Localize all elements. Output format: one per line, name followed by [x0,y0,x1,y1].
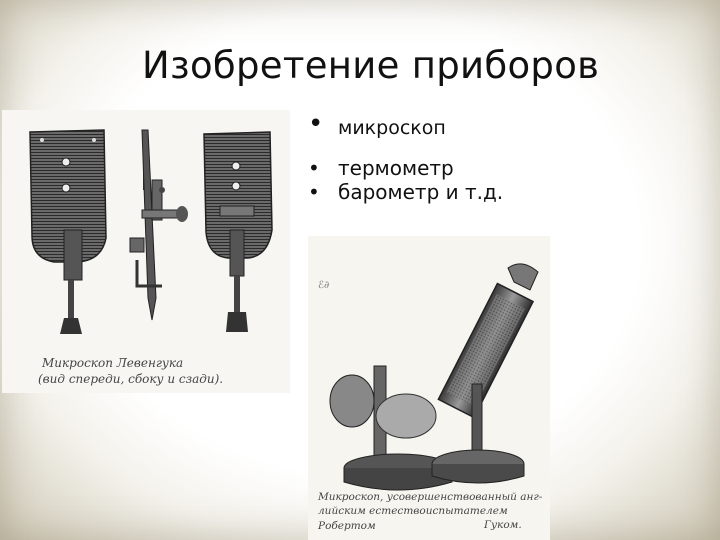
bullet-item: • микроскоп [308,109,446,139]
bullet-dot-icon: • [308,109,324,139]
figure-caption: Гуком. [484,519,522,531]
leeuwenhoek-microscope-image [2,110,290,393]
bullet-item: • барометр и т.д. [308,180,504,204]
hooke-microscope-image [308,236,550,540]
figure-caption: Микроскоп, усовершенствованный анг- [318,491,543,503]
figure-caption: лийским естествоиспытателем Робертом [318,505,508,532]
bullet-dot-icon: • [308,156,320,180]
bullet-item: • термометр [308,156,454,180]
figure-caption: Микроскоп Левенгука [42,356,184,370]
bullet-list [306,109,504,204]
bullet-dot-icon: • [308,180,320,204]
figure-caption: (вид спереди, сбоку и сзади). [38,372,224,386]
slide-title: Изобретение приборов [142,44,600,87]
svg-text:ℰ∂: ℰ∂ [318,280,330,291]
